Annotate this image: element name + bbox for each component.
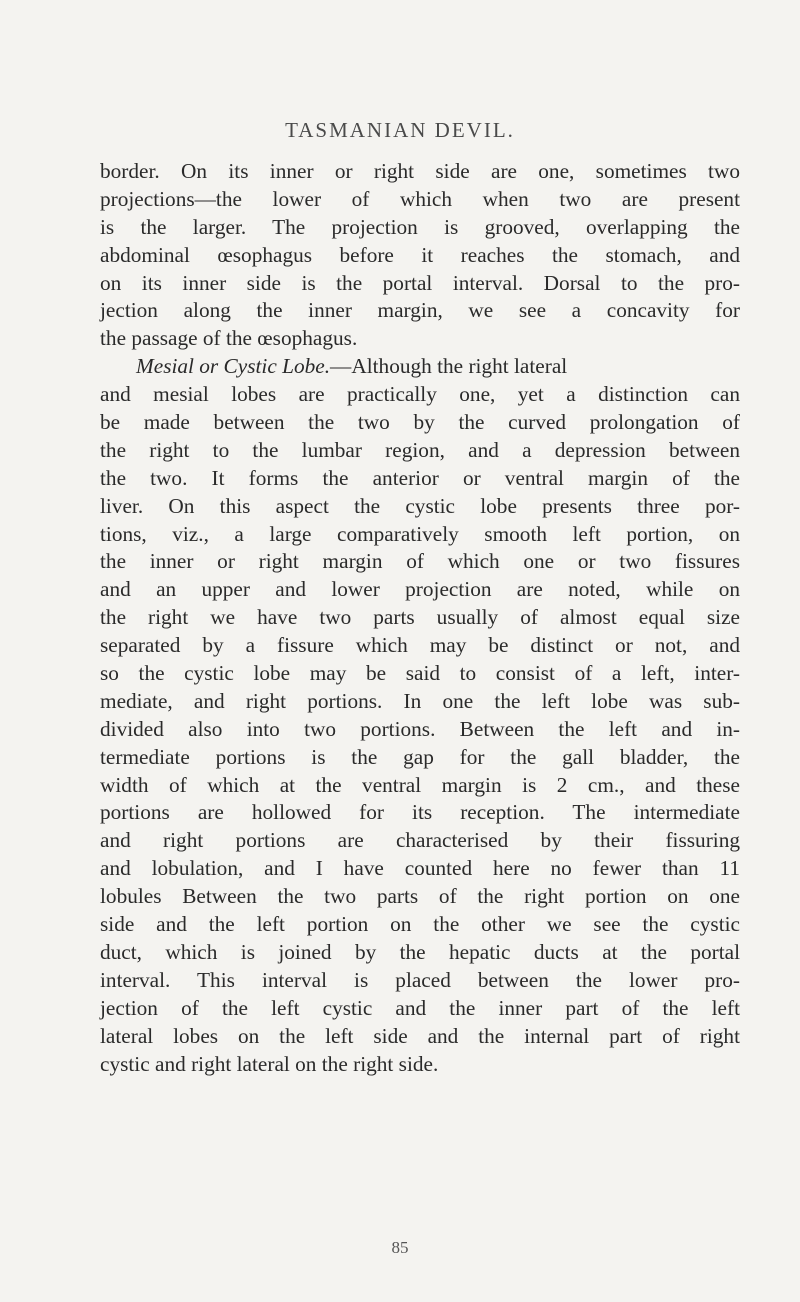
text-line: portions are hollowed for its reception. The intermediate	[100, 800, 740, 825]
text-line: mediate, and right portions. In one the left lobe was sub-	[100, 688, 740, 713]
text-line: the two. It forms the anterior or ventral margin of the	[100, 465, 740, 490]
body-text	[100, 158, 740, 1078]
section-heading: Mesial or Cystic Lobe.	[136, 354, 331, 379]
text-line: and lobulation, and I have counted here no fewer than 11	[100, 856, 740, 881]
section-heading-line	[100, 353, 740, 381]
text-line: separated by a fissure which may be distinct or not, and	[100, 633, 740, 658]
text-line: abdominal œsophagus before it reaches the stomach, and	[100, 242, 740, 267]
text-line: divided also into two portions. Between the left and in-	[100, 716, 740, 741]
text-line: so the cystic lobe may be said to consist of a left, inter-	[100, 661, 740, 686]
text-line-rest: —Although the right lateral	[330, 354, 568, 379]
text-line: lateral lobes on the left side and the internal part of right	[100, 1023, 740, 1048]
text-line: the inner or right margin of which one or two fissures	[100, 549, 740, 574]
text-line: be made between the two by the curved prolongation of	[100, 410, 740, 435]
text-line: border. On its inner or right side are one, sometimes two	[100, 159, 740, 183]
text-line: side and the left portion on the other we see the cystic	[100, 912, 740, 937]
text-line: the right we have two parts usually of almost equal size	[100, 605, 740, 630]
text-line: the passage of the œsophagus.	[100, 326, 358, 351]
text-line: termediate portions is the gap for the gall bladder, the	[100, 744, 740, 769]
text-line: lobules Between the two parts of the right portion on one	[100, 884, 740, 909]
text-line: jection of the left cystic and the inner part of the left	[100, 995, 740, 1020]
page-number: 85	[391, 1238, 409, 1257]
text-line: liver. On this aspect the cystic lobe presents three por-	[100, 493, 740, 518]
text-line: is the larger. The projection is grooved, overlapping the	[100, 214, 740, 239]
text-line: and right portions are characterised by their fissuring	[100, 828, 740, 853]
text-line: interval. This interval is placed between the lower pro-	[100, 967, 740, 992]
text-line: the right to the lumbar region, and a depression between	[100, 437, 740, 462]
text-line: tions, viz., a large comparatively smooth left portion, on	[100, 521, 740, 546]
text-line: jection along the inner margin, we see a concavity for	[100, 298, 740, 323]
text-line: projections—the lower of which when two are present	[100, 186, 740, 211]
text-line: duct, which is joined by the hepatic ducts at the portal	[100, 939, 740, 964]
text-line: cystic and right lateral on the right side.	[100, 1051, 439, 1076]
text-line: and an upper and lower projection are noted, while on	[100, 577, 740, 602]
running-head: TASMANIAN DEVIL.	[285, 118, 515, 142]
text-line: and mesial lobes are practically one, yet a distinction can	[100, 382, 740, 407]
text-line: on its inner side is the portal interval. Dorsal to the pro-	[100, 270, 740, 295]
text-line: width of which at the ventral margin is 2 cm., and these	[100, 772, 740, 797]
